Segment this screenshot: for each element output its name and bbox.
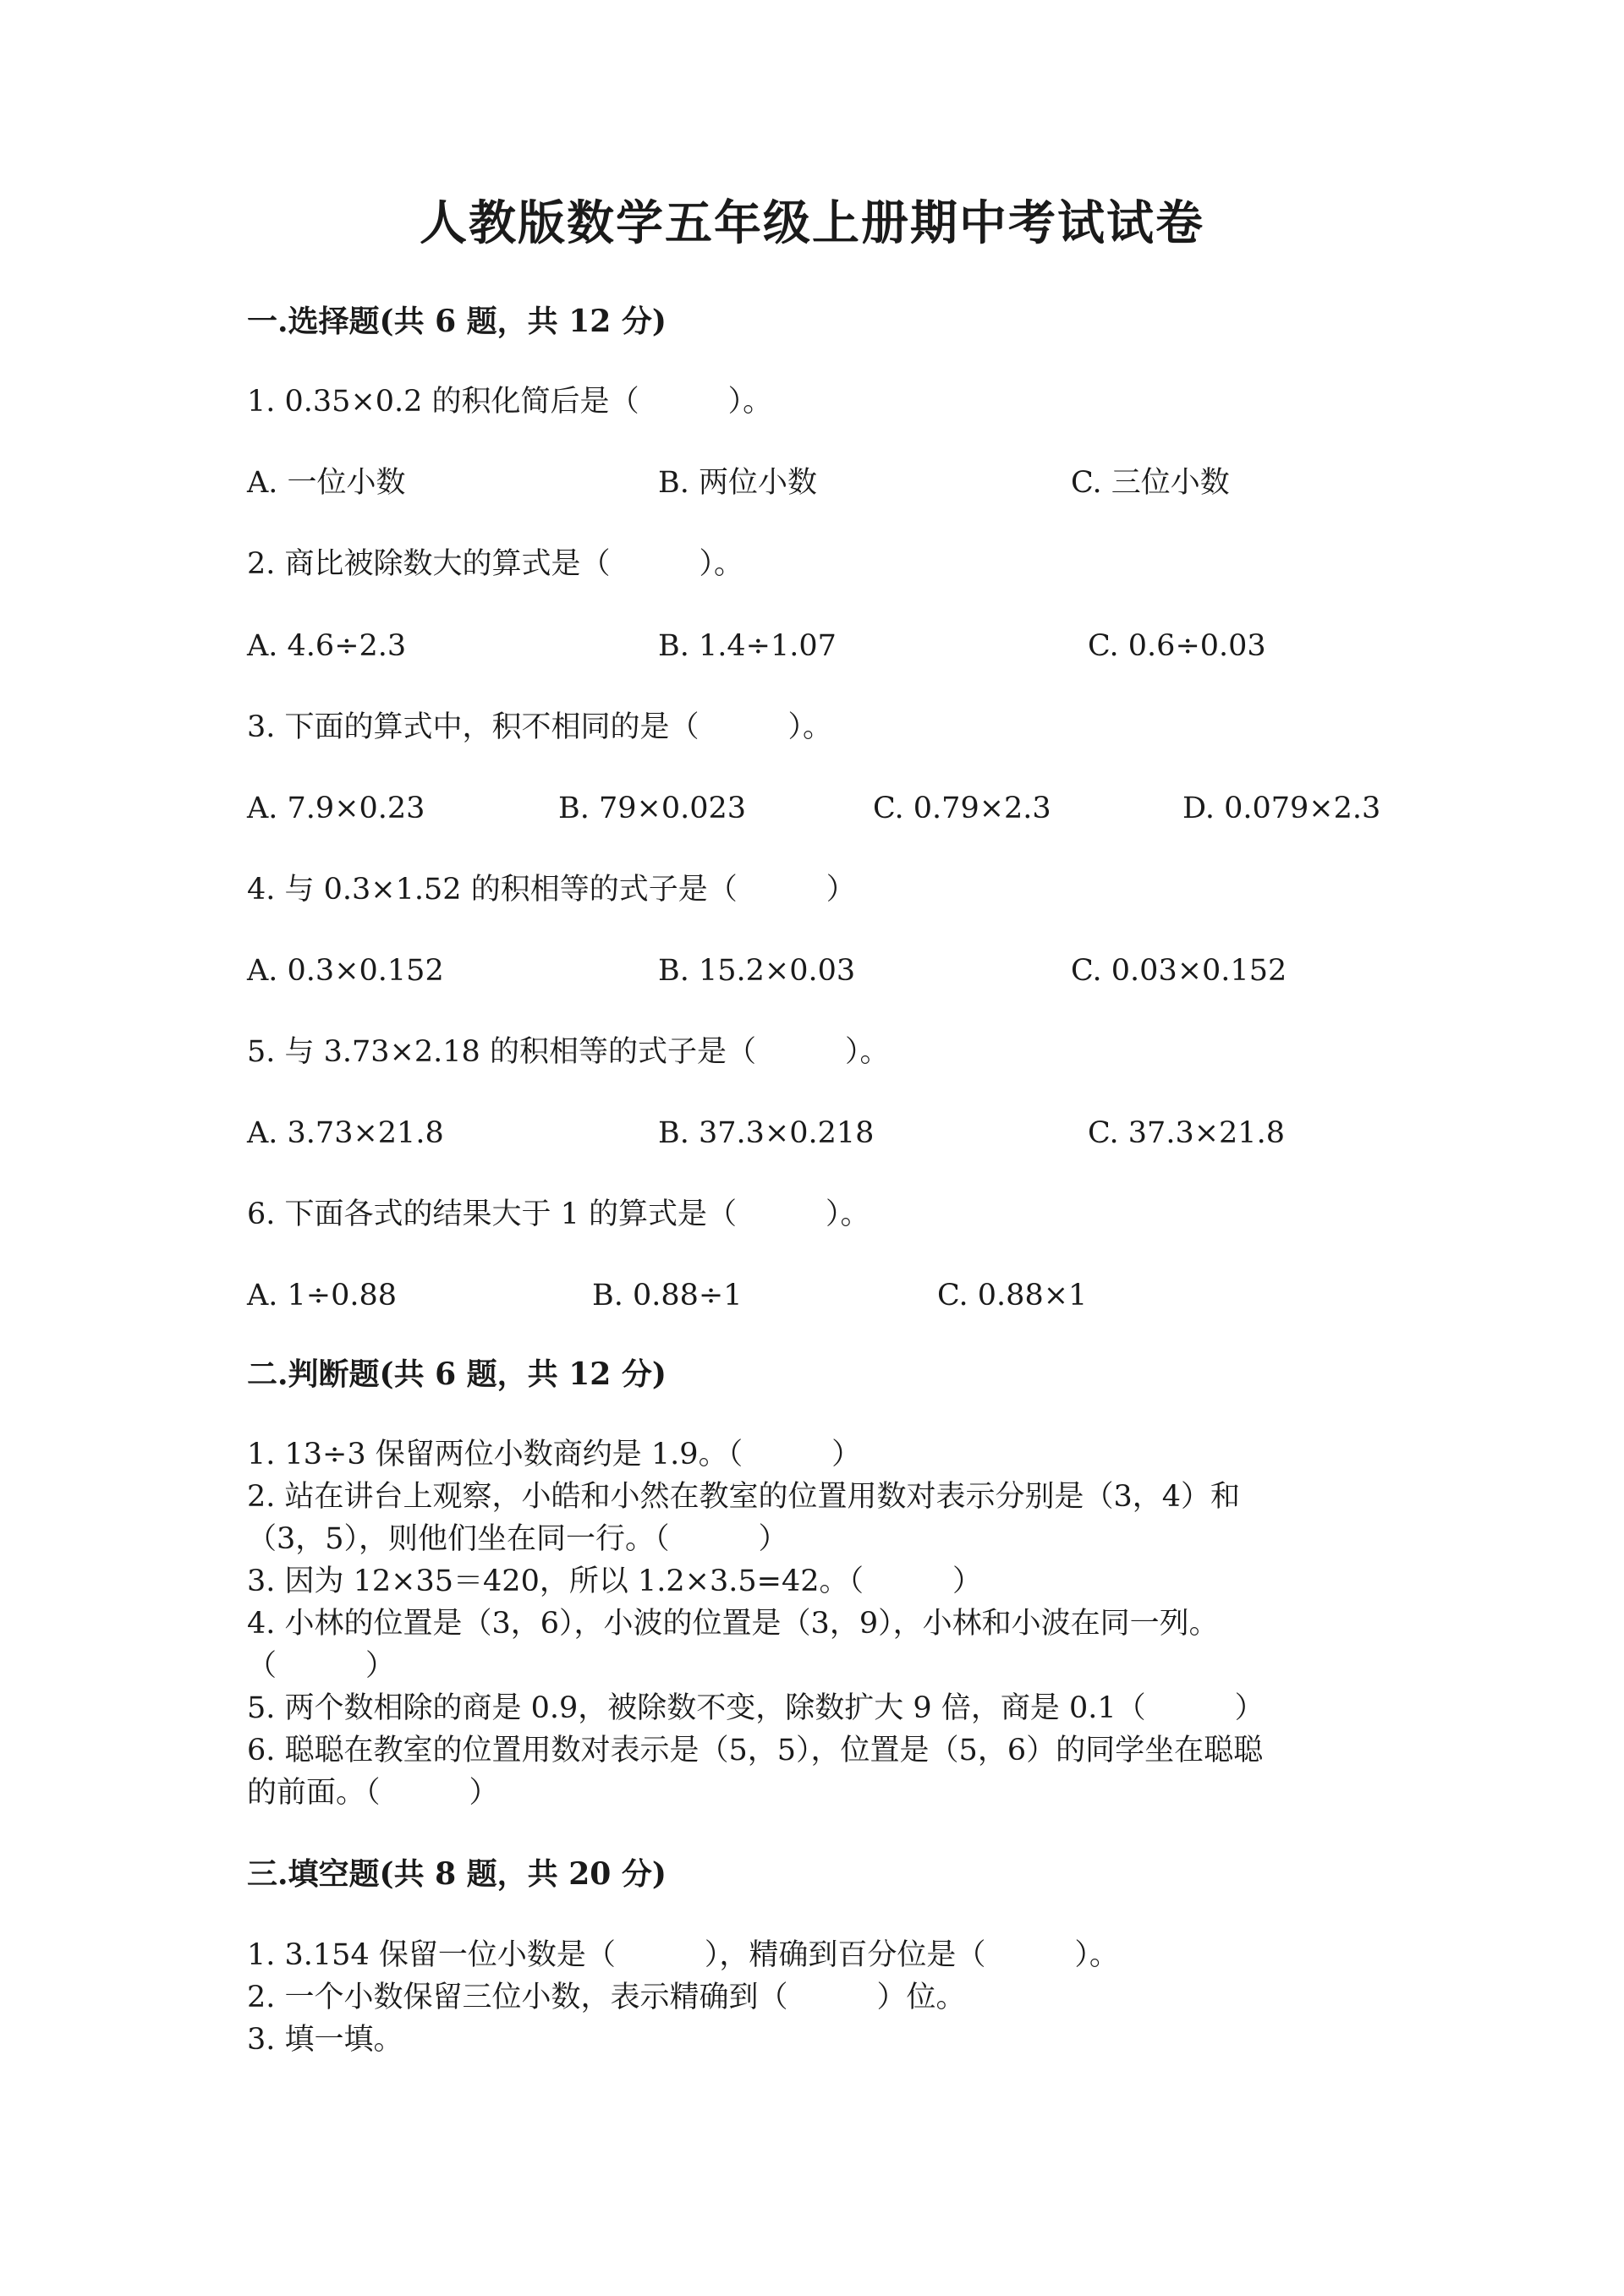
option-c: C. 0.03×0.152 — [1071, 954, 1287, 988]
page-title: 人教版数学五年级上册期中考试试卷 — [420, 195, 1204, 251]
option-b: B. 两位小数 — [658, 466, 817, 500]
statement-line: 2. 站在讲台上观察，小皓和小然在教室的位置用数对表示分别是（3，4）和 — [247, 1480, 1241, 1514]
statement-line: 的前面。（ ） — [247, 1776, 499, 1810]
statement-line: 1. 13÷3 保留两位小数商约是 1.9。（ ） — [247, 1438, 862, 1471]
option-b: B. 0.88÷1 — [592, 1279, 743, 1312]
option-b: B. 1.4÷1.07 — [658, 629, 837, 663]
option-b: B. 79×0.023 — [558, 792, 747, 825]
statement-line: 5. 两个数相除的商是 0.9，被除数不变，除数扩大 9 倍，商是 0.1（ ） — [247, 1691, 1265, 1725]
option-a: A. 3.73×21.8 — [247, 1116, 444, 1150]
question-text: 4. 与 0.3×1.52 的积相等的式子是（ ） — [247, 873, 856, 907]
option-c: C. 0.79×2.3 — [873, 792, 1051, 825]
option-a: A. 一位小数 — [247, 466, 406, 500]
statement-line: （3，5），则他们坐在同一行。（ ） — [247, 1522, 788, 1556]
statement-line: 3. 因为 12×35＝420，所以 1.2×3.5=42。（ ） — [247, 1564, 982, 1598]
option-b: B. 37.3×0.218 — [658, 1116, 875, 1150]
statement-line: 6. 聪聪在教室的位置用数对表示是（5，5），位置是（5，6）的同学坐在聪聪 — [247, 1734, 1264, 1767]
option-c: C. 37.3×21.8 — [1088, 1116, 1285, 1150]
option-c: C. 三位小数 — [1071, 466, 1230, 500]
question-text: 6. 下面各式的结果大于 1 的算式是（ ）。 — [247, 1197, 870, 1231]
option-a: A. 7.9×0.23 — [247, 792, 425, 825]
question-text: 3. 下面的算式中，积不相同的是（ ）。 — [247, 710, 833, 744]
question-text: 1. 0.35×0.2 的积化简后是（ ）。 — [247, 385, 773, 419]
option-c: C. 0.88×1 — [937, 1279, 1088, 1312]
statement-line: 4. 小林的位置是（3，6），小波的位置是（3，9），小林和小波在同一列。 — [247, 1607, 1219, 1641]
fill-blank-line: 1. 3.154 保留一位小数是（ ），精确到百分位是（ ）。 — [247, 1938, 1119, 1972]
option-d: D. 0.079×2.3 — [1182, 792, 1381, 825]
option-a: A. 4.6÷2.3 — [247, 629, 407, 663]
section-heading-choice: 一.选择题(共 6 题，共 12 分) — [247, 304, 667, 339]
option-c: C. 0.6÷0.03 — [1088, 629, 1266, 663]
fill-blank-line: 3. 填一填。 — [247, 2023, 403, 2057]
option-b: B. 15.2×0.03 — [658, 954, 856, 988]
option-a: A. 1÷0.88 — [247, 1279, 398, 1312]
question-text: 5. 与 3.73×2.18 的积相等的式子是（ ）。 — [247, 1035, 890, 1069]
section-heading-fill-blank: 三.填空题(共 8 题，共 20 分) — [247, 1856, 667, 1892]
question-text: 2. 商比被除数大的算式是（ ）。 — [247, 547, 744, 581]
section-heading-judgement: 二.判断题(共 6 题，共 12 分) — [247, 1356, 667, 1392]
statement-line: （ ） — [247, 1649, 396, 1683]
option-a: A. 0.3×0.152 — [247, 954, 444, 988]
fill-blank-line: 2. 一个小数保留三位小数，表示精确到（ ）位。 — [247, 1981, 966, 2014]
